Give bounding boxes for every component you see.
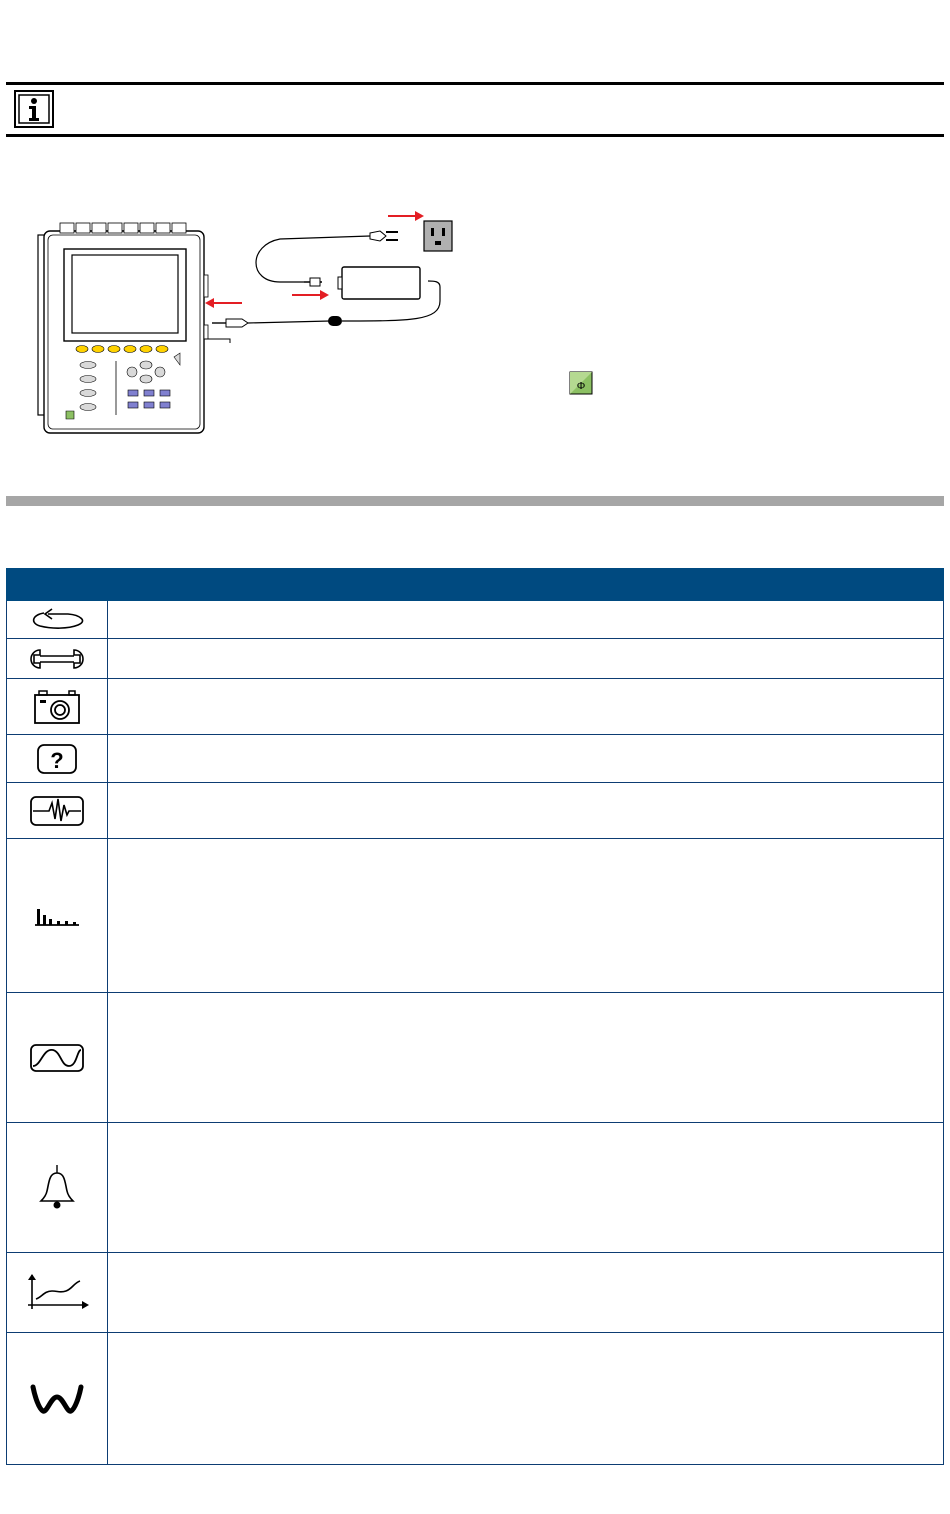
table-row [7, 735, 944, 783]
table-header-row [7, 569, 944, 601]
row-description [108, 639, 944, 679]
table-row [7, 1253, 944, 1333]
alarm-icon [37, 1163, 77, 1213]
keys-table [6, 568, 944, 1465]
return-icon [22, 605, 92, 635]
note-top-rule [6, 82, 944, 85]
help-icon [32, 741, 82, 777]
help-key[interactable] [7, 735, 108, 783]
section-divider [6, 496, 944, 506]
table-row [7, 783, 944, 839]
table-row [7, 1123, 944, 1253]
info-icon [14, 90, 54, 128]
waveform-icon [27, 1040, 87, 1076]
power-icon [27, 1379, 87, 1419]
harmonics-key[interactable] [7, 839, 108, 993]
svg-text:?: ? [50, 747, 64, 773]
header-function [108, 569, 944, 601]
row-description [108, 993, 944, 1123]
row-description [108, 839, 944, 993]
camera-icon [27, 687, 87, 727]
row-description [108, 601, 944, 639]
note-bottom-rule [6, 134, 944, 137]
table-row [7, 1333, 944, 1465]
table-row [7, 993, 944, 1123]
alarm-key[interactable] [7, 1123, 108, 1253]
on-button-symbol: Φ [576, 380, 586, 392]
header-key [7, 569, 108, 601]
on-off-button-icon [568, 370, 594, 398]
table-row [7, 679, 944, 735]
row-description [108, 1333, 944, 1465]
transients-key[interactable] [7, 783, 108, 839]
return-key[interactable] [7, 601, 108, 639]
wrench-icon [22, 644, 92, 674]
charger-cable [212, 221, 452, 327]
row-description [108, 735, 944, 783]
row-description [108, 1253, 944, 1333]
trend-key[interactable] [7, 1253, 108, 1333]
table-row [7, 639, 944, 679]
row-description [108, 679, 944, 735]
power-key[interactable] [7, 1333, 108, 1465]
transient-icon [27, 793, 87, 829]
row-description [108, 1123, 944, 1253]
charging-illustration [30, 205, 470, 445]
waveform-key[interactable] [7, 993, 108, 1123]
row-description [108, 783, 944, 839]
harmonics-icon [27, 901, 87, 931]
configuration-key[interactable] [7, 639, 108, 679]
table-row [7, 839, 944, 993]
table-row [7, 601, 944, 639]
trend-icon [22, 1271, 92, 1315]
snapshot-key[interactable] [7, 679, 108, 735]
device-illustration [38, 223, 230, 433]
